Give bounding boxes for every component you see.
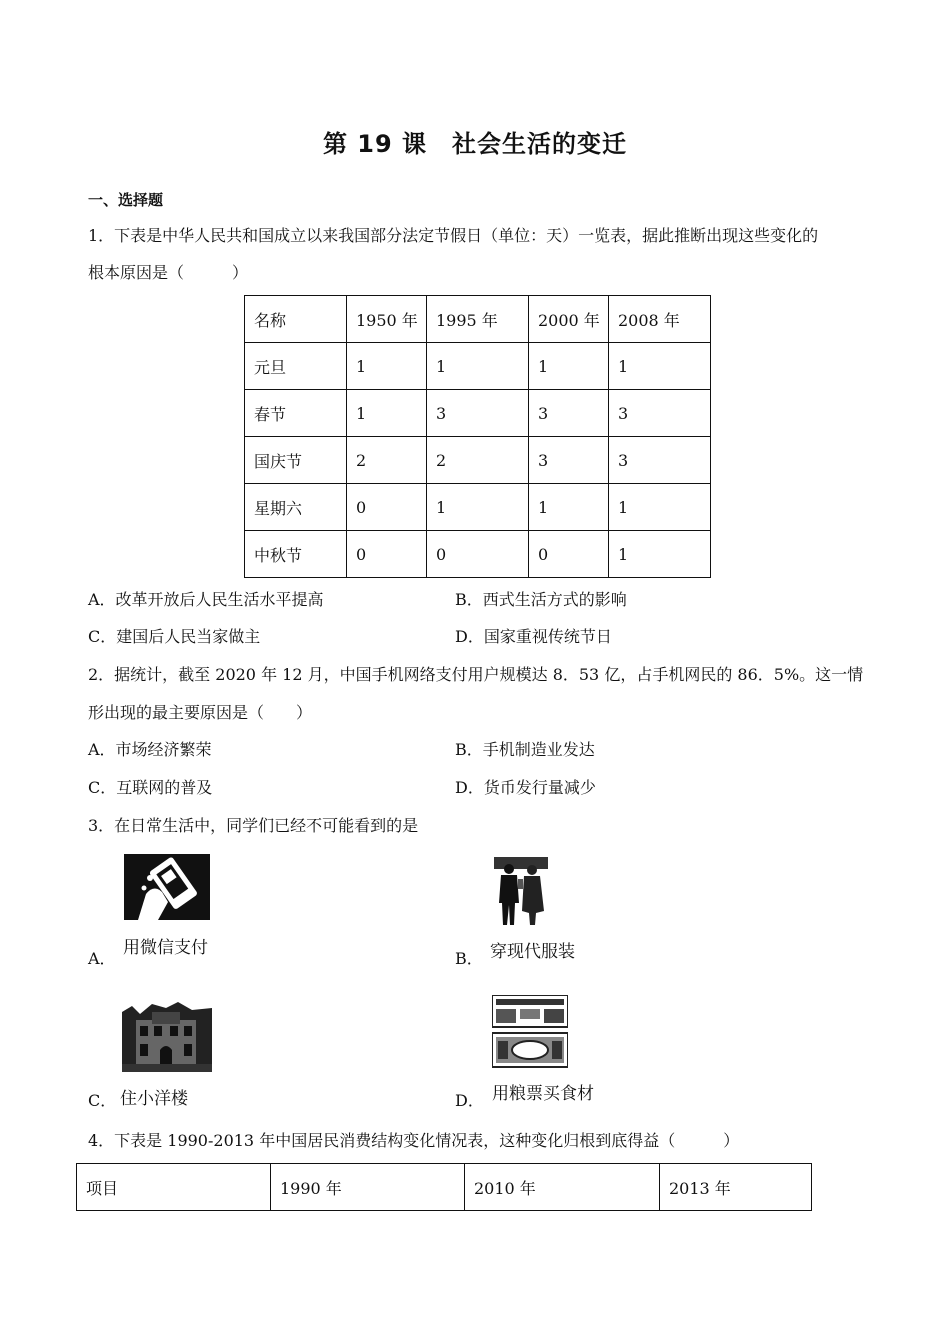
- q3-option-a-letter[interactable]: A．: [88, 949, 116, 968]
- table-cell: 中秋节: [245, 531, 347, 578]
- holiday-table: [244, 295, 711, 578]
- table-cell: 3: [529, 437, 609, 484]
- table-cell: 1: [347, 343, 427, 390]
- table-header-cell: 1995 年: [427, 296, 529, 343]
- q3-option-c-letter[interactable]: C．: [88, 1091, 117, 1110]
- table-header-cell: 1950 年: [347, 296, 427, 343]
- table-cell: 1: [529, 484, 609, 531]
- table-header-row: [245, 296, 711, 343]
- table-cell: 1: [427, 484, 529, 531]
- table-header-row: [77, 1164, 812, 1211]
- table-cell: 星期六: [245, 484, 347, 531]
- table-header-cell: 2008 年: [609, 296, 711, 343]
- table-header-cell: 名称: [245, 296, 347, 343]
- table-row: [245, 343, 711, 390]
- q3-option-c-caption: 住小洋楼: [120, 1089, 188, 1109]
- table-cell: 1: [609, 484, 711, 531]
- table-header-cell: 2000 年: [529, 296, 609, 343]
- section-heading: 一、选择题: [88, 191, 164, 209]
- q3-option-b-caption: 穿现代服装: [490, 942, 575, 962]
- table-cell: 春节: [245, 390, 347, 437]
- q1-option-d[interactable]: D．国家重视传统节日: [455, 627, 612, 646]
- table-header-cell: 1990 年: [271, 1164, 465, 1211]
- q1-stem-line2: 根本原因是（ ）: [88, 263, 249, 282]
- q3-option-a-caption: 用微信支付: [123, 938, 208, 958]
- q2-option-c[interactable]: C．互联网的普及: [88, 778, 213, 797]
- table-cell: 0: [347, 531, 427, 578]
- table-row: [245, 437, 711, 484]
- table-cell: 0: [529, 531, 609, 578]
- table-cell: 1: [609, 531, 711, 578]
- q4-stem: 4．下表是 1990-2013 年中国居民消费结构变化情况表，这种变化归根到底得益（ ）: [88, 1131, 740, 1150]
- wechat-pay-image[interactable]: [124, 854, 210, 920]
- q2-option-b[interactable]: B．手机制造业发达: [455, 740, 595, 759]
- table-cell: 0: [427, 531, 529, 578]
- q2-stem-line2: 形出现的最主要原因是（ ）: [88, 703, 313, 722]
- q1-option-a[interactable]: A．改革开放后人民生活水平提高: [88, 590, 324, 609]
- consumption-table: [76, 1163, 812, 1211]
- grain-coupon-image[interactable]: [492, 995, 568, 1069]
- q3-option-d-letter[interactable]: D．: [455, 1091, 484, 1110]
- modern-clothing-image[interactable]: [492, 855, 550, 927]
- q1-option-b[interactable]: B．西式生活方式的影响: [455, 590, 627, 609]
- table-cell: 3: [609, 390, 711, 437]
- table-cell: 0: [347, 484, 427, 531]
- table-cell: 3: [609, 437, 711, 484]
- table-header-cell: 2010 年: [465, 1164, 660, 1211]
- table-header-cell: 项目: [77, 1164, 271, 1211]
- table-cell: 1: [529, 343, 609, 390]
- q1-stem-line1: 1．下表是中华人民共和国成立以来我国部分法定节假日（单位：天）一览表，据此推断出现这些变化的: [88, 226, 819, 245]
- q3-option-b-letter[interactable]: B．: [455, 949, 483, 968]
- table-cell: 2: [347, 437, 427, 484]
- table-cell: 3: [529, 390, 609, 437]
- q3-option-d-caption: 用粮票买食材: [492, 1084, 594, 1104]
- q2-stem-line1: 2．据统计，截至 2020 年 12 月，中国手机网络支付用户规模达 8．53 亿，占手机网民的 86．5%。这一情: [88, 665, 864, 684]
- table-row: [245, 484, 711, 531]
- table-cell: 元旦: [245, 343, 347, 390]
- table-cell: 1: [609, 343, 711, 390]
- small-villa-image[interactable]: [122, 1000, 212, 1072]
- table-cell: 2: [427, 437, 529, 484]
- table-cell: 3: [427, 390, 529, 437]
- q2-option-d[interactable]: D．货币发行量减少: [455, 778, 596, 797]
- table-row: [245, 531, 711, 578]
- table-header-cell: 2013 年: [660, 1164, 812, 1211]
- q1-option-c[interactable]: C．建国后人民当家做主: [88, 627, 261, 646]
- page-title: 第 19 课 社会生活的变迁: [322, 130, 628, 158]
- table-cell: 1: [427, 343, 529, 390]
- q3-stem: 3．在日常生活中，同学们已经不可能看到的是: [88, 816, 419, 835]
- q2-option-a[interactable]: A．市场经济繁荣: [88, 740, 212, 759]
- table-cell: 1: [347, 390, 427, 437]
- table-row: [245, 390, 711, 437]
- table-cell: 国庆节: [245, 437, 347, 484]
